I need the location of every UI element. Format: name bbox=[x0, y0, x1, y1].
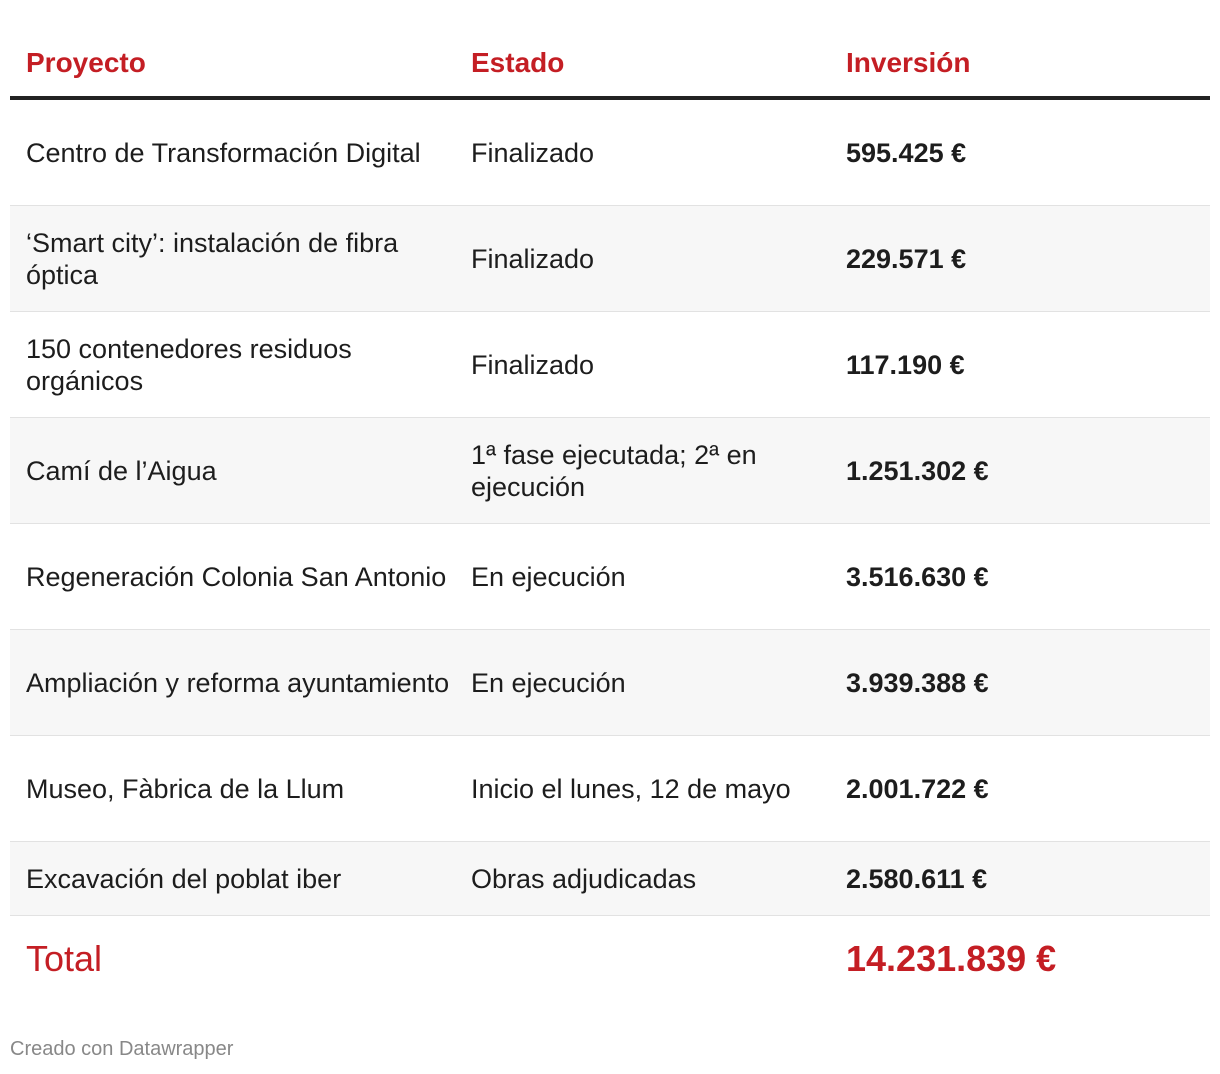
cell-proyecto: Excavación del poblat iber bbox=[26, 863, 342, 894]
table-row bbox=[10, 206, 1210, 312]
cell-inversion: 2.580.611 € bbox=[846, 863, 988, 894]
cell-inversion: 3.516.630 € bbox=[846, 561, 989, 592]
table-row bbox=[10, 524, 1210, 630]
investment-table bbox=[10, 30, 1210, 1002]
cell-proyecto: 150 contenedores residuos orgánicos bbox=[26, 333, 352, 396]
table-row bbox=[10, 100, 1210, 206]
cell-proyecto: Camí de l’Aigua bbox=[26, 455, 217, 486]
cell-estado: Inicio el lunes, 12 de mayo bbox=[471, 773, 791, 804]
total-value: 14.231.839 € bbox=[846, 938, 1057, 979]
cell-estado: 1ª fase ejecutada; 2ª en ejecución bbox=[471, 439, 757, 502]
cell-proyecto: Ampliación y reforma ayuntamiento bbox=[26, 667, 450, 698]
table-row bbox=[10, 418, 1210, 524]
header-estado[interactable]: Estado bbox=[471, 47, 565, 78]
table-row bbox=[10, 630, 1210, 736]
total-label: Total bbox=[26, 938, 103, 979]
cell-estado: En ejecución bbox=[471, 561, 626, 592]
cell-inversion: 3.939.388 € bbox=[846, 667, 989, 698]
table-header bbox=[10, 30, 1210, 100]
cell-inversion: 117.190 € bbox=[846, 349, 965, 380]
header-inversion[interactable]: Inversión bbox=[846, 47, 971, 78]
table-row bbox=[10, 842, 1210, 916]
cell-inversion: 1.251.302 € bbox=[846, 455, 989, 486]
cell-inversion: 595.425 € bbox=[846, 137, 967, 168]
header-proyecto[interactable]: Proyecto bbox=[26, 47, 146, 78]
cell-estado: En ejecución bbox=[471, 667, 626, 698]
cell-estado: Finalizado bbox=[471, 349, 595, 380]
cell-inversion: 229.571 € bbox=[846, 243, 967, 274]
cell-proyecto: Centro de Transformación Digital bbox=[26, 137, 421, 168]
cell-proyecto: Museo, Fàbrica de la Llum bbox=[26, 773, 345, 804]
cell-estado: Finalizado bbox=[471, 137, 595, 168]
table-row bbox=[10, 312, 1210, 418]
table-row bbox=[10, 736, 1210, 842]
cell-inversion: 2.001.722 € bbox=[846, 773, 989, 804]
datawrapper-credit: Creado con Datawrapper bbox=[10, 1038, 234, 1060]
cell-proyecto: Regeneración Colonia San Antonio bbox=[26, 561, 447, 592]
cell-estado: Finalizado bbox=[471, 243, 595, 274]
cell-proyecto: ‘Smart city’: instalación de fibra óptica bbox=[26, 227, 399, 290]
total-row bbox=[10, 916, 1210, 1002]
cell-estado: Obras adjudicadas bbox=[471, 863, 697, 894]
